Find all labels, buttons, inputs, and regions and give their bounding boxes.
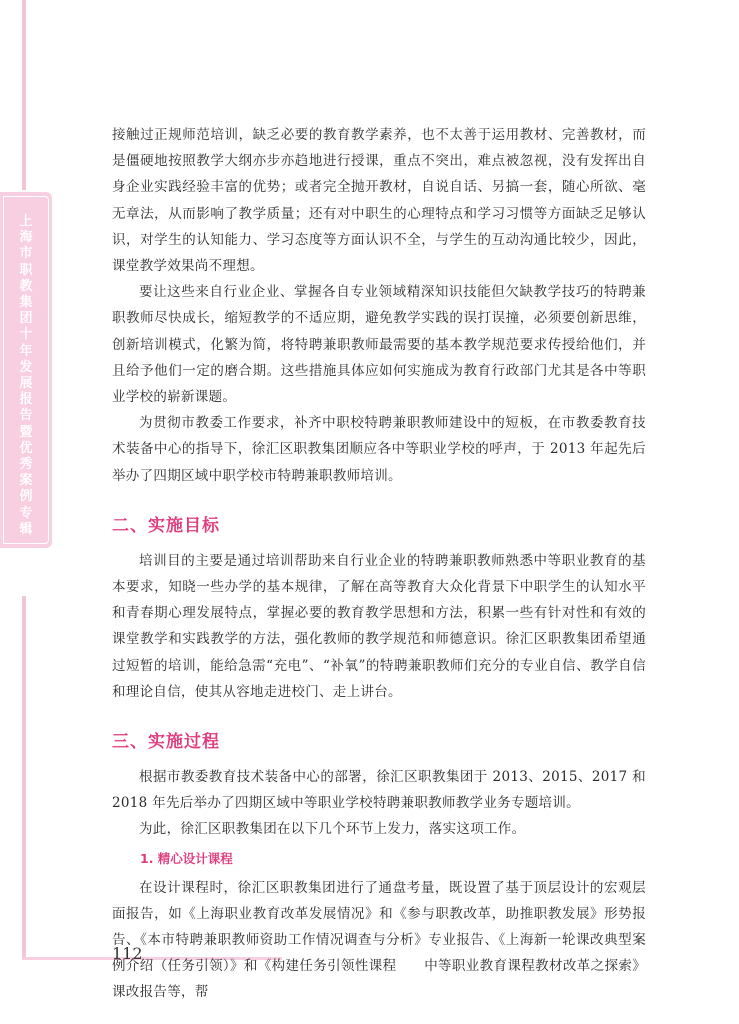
- side-tab-char: 集: [19, 295, 33, 311]
- sub-heading-course-design: 1. 精心设计课程: [140, 850, 233, 866]
- side-tab-char: 职: [19, 262, 33, 278]
- paragraph-2: 要让这些来自行业企业、掌握各自专业领域精深知识技能但欠缺教学技巧的特聘兼职教师尽快成长，缩短教学的不适应期，避免教学实践的误打误撞，必须要创新思维，创新培训模式，化繁为简，将特聘兼职教师最需要的基本教学规范要求传授给他们，并且给予他们一定的磨合期。这些措施具体应如何实施成为教育行政部门尤其是各中等职业学校的崭新课题。: [112, 284, 646, 406]
- section-heading-goals: 二、实施目标: [112, 515, 220, 536]
- side-tab-char: 告: [19, 408, 33, 424]
- paragraph-7: 在设计课程时，徐汇区职教集团进行了通盘考量，既设置了基于顶层设计的宏观层面报告，如《上海职业教育改革发展情况》和《参与职教改革，助推职教发展》形势报告、《本市特聘兼职教师资助工作情况调查与分析》专业报告、《上海新一轮课改典型案例介绍（任务引领）》和《构建任务引领性课程 中等职业教育课程教材改革之探索》课改报告等，帮: [112, 879, 646, 1001]
- side-tab-char: 年: [19, 343, 33, 359]
- side-tab-title: [0, 214, 52, 538]
- side-tab-char: 暨: [19, 424, 33, 440]
- page-number: 112: [112, 944, 143, 963]
- section-heading-process: 三、实施过程: [112, 732, 220, 753]
- paragraph-5: 根据市教委教育技术装备中心的部署，徐汇区职教集团于 2013、2015、2017 和 2018 年先后举办了四期区域中等职业学校特聘兼职教师教学业务专题培训。: [112, 769, 646, 812]
- margin-rule-top: [22, 0, 26, 190]
- page-body: [112, 122, 646, 1006]
- side-tab-char: 海: [19, 230, 33, 246]
- side-tab-char: 案: [19, 473, 33, 489]
- side-tab-char: 十: [19, 327, 33, 343]
- side-tab-char: 市: [19, 246, 33, 262]
- paragraph-3: 为贯彻市教委工作要求，补齐中职校特聘兼职教师建设中的短板，在市教委教育技术装备中心的指导下，徐汇区职教集团顺应各中等职业学校的呼声，于 2013 年起先后举办了四期区域中职学校市特聘兼职教师培训。: [112, 415, 646, 484]
- side-tab-char: 发: [19, 359, 33, 375]
- paragraph-4: 培训目的主要是通过培训帮助来自行业企业的特聘兼职教师熟悉中等职业教育的基本要求，知晓一些办学的基本规律，了解在高等教育大众化背景下中职学生的认知水平和青春期心理发展特点，掌握必要的教育教学思想和方法，积累一些有针对性和有效的课堂教学和实践教学的方法，强化教师的教学规范和师德意识。徐汇区职教集团希望通过短暂的培训，能给急需“充电”、“补氧”的特聘兼职教师们充分的专业自信、教学自信和理论自信，使其从容地走进校门、走上讲台。: [112, 552, 646, 700]
- side-tab-char: 展: [19, 376, 33, 392]
- side-tab: [0, 192, 52, 548]
- side-tab-char: 例: [19, 489, 33, 505]
- side-tab-char: 团: [19, 311, 33, 327]
- side-tab-char: 教: [19, 278, 33, 294]
- margin-rule-bottom: [22, 596, 26, 960]
- side-tab-char: 报: [19, 392, 33, 408]
- side-tab-char: 优: [19, 440, 33, 456]
- side-tab-char: 上: [19, 214, 33, 229]
- side-tab-char: 专: [19, 505, 33, 521]
- side-tab-char: 辑: [19, 521, 33, 537]
- paragraph-1: 接触过正规师范培训，缺乏必要的教育教学素养，也不太善于运用教材、完善教材，而是僵硬地按照教学大纲亦步亦趋地进行授课，重点不突出，难点被忽视，没有发挥出自身企业实践经验丰富的优势；或者完全抛开教材，自说自话、另搞一套，随心所欲、毫无章法，从而影响了教学质量；还有对中职生的心理特点和学习习惯等方面缺乏足够认识，对学生的认知能力、学习态度等方面认识不全，与学生的互动沟通比较少，因此，课堂教学效果尚不理想。: [112, 127, 646, 275]
- side-tab-char: 秀: [19, 457, 33, 473]
- paragraph-6: 为此，徐汇区职教集团在以下几个环节上发力，落实这项工作。: [139, 821, 526, 838]
